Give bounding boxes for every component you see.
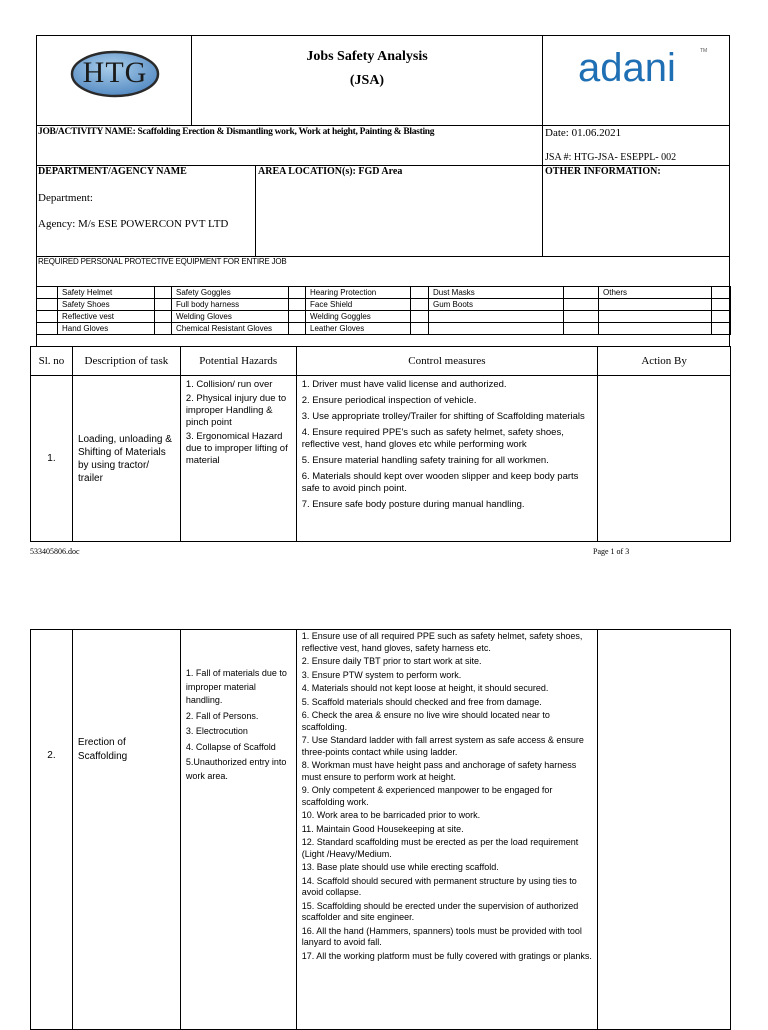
ppe-item: Welding Gloves [172,311,289,323]
control-item: 5. Scaffold materials should checked and free from damage. [301,696,542,707]
control-item: 12. Standard scaffolding must be erected as per the load requirement (Light /Heavy/Medium. [301,837,579,859]
jsa-table-continued [30,629,731,1030]
hazard-item: 3. Electrocution [185,726,248,736]
ppe-item: Leather Gloves [306,323,411,335]
col-header-task: Description of task [72,347,180,376]
checkbox-cell [712,287,731,299]
ppe-table [36,286,731,335]
ppe-item: Hand Gloves [58,323,155,335]
control-item: 8. Workman must have height pass and anchorage of safety harness must ensure to perform work at height. [301,760,577,782]
checkbox-cell [155,323,172,335]
checkbox-cell [37,323,58,335]
ppe-item: Full body harness [172,299,289,311]
htg-logo [70,50,160,98]
control-item: 14. Scaffold should secured with permanent structure by using ties to avoid collapse. [301,875,577,897]
area-location: AREA LOCATION(s): FGD Area [258,166,403,177]
department-field: Department: [38,192,93,204]
table-row [31,376,731,542]
ppe-item [599,311,712,323]
checkbox-cell [411,287,429,299]
control-item: 7. Ensure safe body posture during manual handling. [301,499,525,510]
hazards-cell [180,376,296,542]
serial-number [31,376,73,542]
ppe-item: Face Shield [306,299,411,311]
control-item: 6. Materials should kept over wooden slipper and keep body parts safe to avoid pinch point. [301,471,579,494]
control-item: 2. Ensure periodical inspection of vehicle. [301,395,477,406]
serial-number-text: 2. [47,750,56,761]
table-header-row [31,347,731,376]
hazard-item: 3. Ergonomical Hazard due to improper lifting of material [185,431,288,466]
hazard-item: 2. Fall of Persons. [185,710,259,721]
serial-number [31,630,73,1030]
jsa-table [30,346,731,542]
ppe-item: Reflective vest [58,311,155,323]
ppe-title: REQUIRED PERSONAL PROTECTIVE EQUIPMENT FOR ENTIRE JOB [38,257,287,266]
control-item: 4. Ensure required PPE's such as safety helmet, safety shoes, reflective vest, hand gloves etc while performing work [301,427,564,450]
checkbox-cell [289,287,306,299]
control-item: 15. Scaffolding should be erected under the supervision of authorized scaffolder and site engineer. [301,900,579,922]
ppe-item: Safety Shoes [58,299,155,311]
checkbox-cell [564,311,599,323]
controls-cell [296,376,597,542]
control-item: 11. Maintain Good Housekeeping at site. [301,823,464,834]
ppe-row [37,323,731,335]
ppe-item [429,311,564,323]
ppe-item: Gum Boots [429,299,564,311]
checkbox-cell [564,299,599,311]
ppe-item: Chemical Resistant Gloves [172,323,289,335]
divider [542,35,543,257]
control-item: 3. Ensure PTW system to perform work. [301,669,462,680]
control-item: 4. Materials should not kept loose at height, it should secured. [301,683,549,693]
checkbox-cell [289,311,306,323]
ppe-row [37,311,731,323]
ppe-item [599,299,712,311]
control-item: 2. Ensure daily TBT prior to start work at site. [301,656,482,666]
control-item: 9. Only competent & experienced manpower to be engaged for scaffolding work. [301,785,553,807]
table-row [31,630,731,1030]
checkbox-cell [289,299,306,311]
hazard-item: 2. Physical injury due to improper Handling & pinch point [185,393,287,428]
jsa-number: JSA #: HTG-JSA- ESEPPL- 002 [545,152,677,163]
brand-text: adani [578,46,676,90]
ppe-row [37,287,731,299]
task-text: Loading, unloading & Shifting of Materials by using tractor/ trailer [77,433,172,484]
col-header-action: Action By [598,347,731,376]
hazard-item: 4. Collapse of Scaffold [185,741,276,752]
jsa-date: Date: 01.06.2021 [545,127,622,139]
checkbox-cell [155,311,172,323]
ppe-item [599,323,712,335]
ppe-item: Welding Goggles [306,311,411,323]
serial-number-text: 1. [47,453,56,464]
divider [36,125,730,126]
footer-filename: 533405806.doc [30,547,80,556]
job-activity-name: JOB/ACTIVITY NAME: Scaffolding Erection & Dismantling work, Work at height, Painting & Blasting [38,127,435,137]
control-item: 10. Work area to be barricaded prior to work. [301,810,481,820]
controls-cell [296,630,598,1030]
ppe-item [429,323,564,335]
checkbox-cell [37,299,58,311]
control-item: 6. Check the area & ensure no live wire should located near to scaffolding. [301,710,550,732]
checkbox-cell [712,299,731,311]
checkbox-cell [712,311,731,323]
ppe-row [37,299,731,311]
control-item: 5. Ensure material handling safety training for all workmen. [301,455,549,466]
task-text: Erection of Scaffolding [77,737,128,762]
logo-text: HTG [82,56,148,89]
hazards-cell [180,630,296,1030]
control-item: 17. All the working platform must be fully covered with gratings or planks. [301,950,592,961]
action-by-cell [598,376,731,542]
control-item: 3. Use appropriate trolley/Trailer for shifting of Scaffolding materials [301,411,585,422]
ppe-item: Others [599,287,712,299]
checkbox-cell [564,323,599,335]
footer-page-number: Page 1 of 3 [593,547,630,556]
hazard-item: 5.Unauthorized entry into work area. [185,757,287,781]
checkbox-cell [37,311,58,323]
agency-field: Agency: M/s ESE POWERCON PVT LTD [38,218,229,230]
ppe-item: Safety Helmet [58,287,155,299]
control-item: 1. Ensure use of all required PPE such as safety helmet, safety shoes, reflective vest, hand gloves, safety harness etc. [301,631,583,653]
control-item: 13. Base plate should use while erecting scaffold. [301,862,499,872]
action-by-cell [598,630,731,1030]
col-header-sl: Sl. no [31,347,73,376]
checkbox-cell [155,299,172,311]
checkbox-cell [155,287,172,299]
checkbox-cell [411,323,429,335]
control-item: 1. Driver must have valid license and authorized. [301,379,507,390]
checkbox-cell [289,323,306,335]
divider [255,165,256,257]
ppe-item: Hearing Protection [306,287,411,299]
control-item: 7. Use Standard ladder with fall arrest system as safe access & ensure three-points contact while using ladder. [301,735,584,757]
department-header: DEPARTMENT/AGENCY NAME [38,166,187,177]
checkbox-cell [712,323,731,335]
checkbox-cell [37,287,58,299]
checkbox-cell [564,287,599,299]
checkbox-cell [411,311,429,323]
adani-logo [578,46,718,96]
ppe-item: Dust Masks [429,287,564,299]
task-description [72,630,180,1030]
hazard-item: 1. Fall of materials due to improper material handling. [185,668,287,705]
document-subtitle: (JSA) [349,73,385,88]
control-item: 16. All the hand (Hammers, spanners) tools must be provided with tool lanyard to avoid fall. [301,925,582,947]
ppe-item: Safety Goggles [172,287,289,299]
col-header-hazards: Potential Hazards [180,347,296,376]
trademark-mark: TM [700,48,708,54]
hazard-item: 1. Collision/ run over [185,379,273,390]
task-description [72,376,180,542]
checkbox-cell [411,299,429,311]
document-title: Jobs Safety Analysis [306,49,428,64]
other-information: OTHER INFORMATION: [545,166,661,177]
col-header-controls: Control measures [296,347,597,376]
